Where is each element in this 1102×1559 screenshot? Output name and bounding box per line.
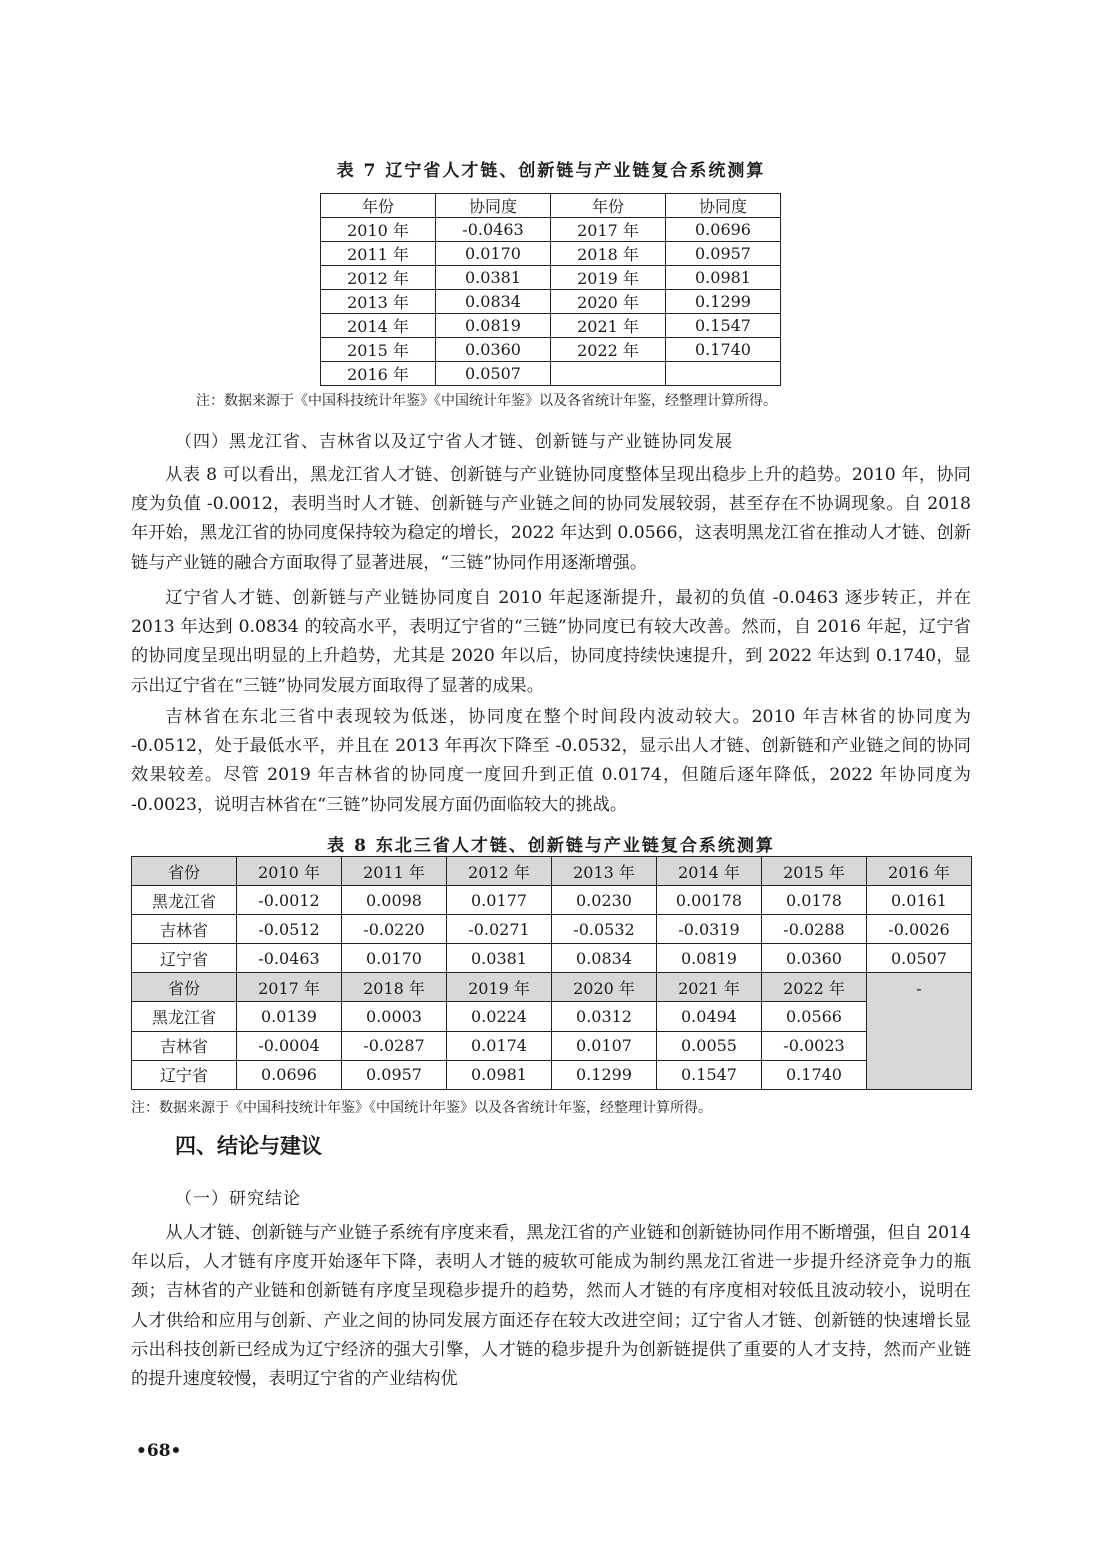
table-cell: 辽宁省 bbox=[132, 1060, 237, 1089]
table-header-cell: 2011 年 bbox=[342, 857, 447, 886]
page-number: •68• bbox=[136, 1441, 182, 1461]
table-row bbox=[321, 314, 781, 338]
table-cell bbox=[666, 362, 781, 386]
table-row bbox=[321, 218, 781, 242]
table-header-cell: 协同度 bbox=[436, 194, 551, 218]
table-header-cell: 2012 年 bbox=[447, 857, 552, 886]
table-header-cell: 2017 年 bbox=[237, 973, 342, 1002]
table-cell: 0.1740 bbox=[762, 1060, 867, 1089]
table-cell: 0.0360 bbox=[436, 338, 551, 362]
table-row bbox=[132, 1002, 972, 1031]
table7-caption: 表 7 辽宁省人才链、创新链与产业链复合系统测算 bbox=[336, 161, 766, 181]
table-cell: 0.0170 bbox=[436, 242, 551, 266]
table-header-cell: 2019 年 bbox=[447, 973, 552, 1002]
table-header-cell: 2021 年 bbox=[657, 973, 762, 1002]
table-cell: 2018 年 bbox=[551, 242, 666, 266]
table8-header-row bbox=[132, 973, 972, 1002]
table-cell: 2020 年 bbox=[551, 290, 666, 314]
table-cell: -0.0023 bbox=[762, 1031, 867, 1060]
table-header-cell: 年份 bbox=[321, 194, 436, 218]
table-header-cell: 2020 年 bbox=[552, 973, 657, 1002]
table-header-cell: 2014 年 bbox=[657, 857, 762, 886]
section-heading: （四）黑龙江省、吉林省以及辽宁省人才链、创新链与产业链协同发展 bbox=[175, 432, 733, 452]
table-cell: 0.0360 bbox=[762, 944, 867, 973]
table-header-cell: 2013 年 bbox=[552, 857, 657, 886]
table-cell: 0.0174 bbox=[447, 1031, 552, 1060]
table-cell: -0.0287 bbox=[342, 1031, 447, 1060]
table-row bbox=[132, 1060, 972, 1089]
table-cell: -0.0220 bbox=[342, 915, 447, 944]
table-cell: 2011 年 bbox=[321, 242, 436, 266]
table-cell: -0.0012 bbox=[237, 886, 342, 915]
table-cell: -0.0271 bbox=[447, 915, 552, 944]
table-cell bbox=[551, 362, 666, 386]
table-cell: 0.0003 bbox=[342, 1002, 447, 1031]
table-row bbox=[321, 266, 781, 290]
table-row bbox=[132, 1031, 972, 1060]
table-cell: 0.0381 bbox=[447, 944, 552, 973]
table-row bbox=[132, 915, 972, 944]
body-paragraph: 从表 8 可以看出，黑龙江省人才链、创新链与产业链协同度整体呈现出稳步上升的趋势。2010 年，协同度为负值 -0.0012，表明当时人才链、创新链与产业链之间的协同发展较弱，甚至存在不协调现象。自 2018 年开始，黑龙江省的协同度保持较为稳定的增长，2022 年达到 0.0566，这表明黑龙江省在推动人才链、创新链与产业链的融合方面取得了显著进展，“三链”协同作用逐渐增强。 bbox=[131, 465, 971, 573]
table7 bbox=[320, 193, 781, 386]
table-cell: 吉林省 bbox=[132, 915, 237, 944]
table-header-cell: 2022 年 bbox=[762, 973, 867, 1002]
table-cell: 0.0819 bbox=[436, 314, 551, 338]
table-row bbox=[321, 362, 781, 386]
table-row bbox=[321, 242, 781, 266]
table-cell: -0.0319 bbox=[657, 915, 762, 944]
table-header-cell: 省份 bbox=[132, 973, 237, 1002]
table8 bbox=[131, 856, 972, 1090]
table-row bbox=[132, 944, 972, 973]
table-cell: 0.0107 bbox=[552, 1031, 657, 1060]
table-cell: 0.0819 bbox=[657, 944, 762, 973]
table-cell: 0.0507 bbox=[436, 362, 551, 386]
table-cell: 2021 年 bbox=[551, 314, 666, 338]
table-header-cell: 年份 bbox=[551, 194, 666, 218]
table-cell: 0.0177 bbox=[447, 886, 552, 915]
table-cell: -0.0004 bbox=[237, 1031, 342, 1060]
body-paragraph: 吉林省在东北三省中表现较为低迷，协同度在整个时间段内波动较大。2010 年吉林省的协同度为 -0.0512，处于最低水平，并且在 2013 年再次下降至 -0.0532，显示出人才链、创新链和产业链之间的协同效果较差。尽管 2019 年吉林省的协同度一度回升到正值 0.0174，但随后逐年降低，2022 年协同度为 -0.0023，说明吉林省在“三链”协同发展方面仍面临较大的挑战。 bbox=[131, 707, 971, 815]
table-header-cell: 协同度 bbox=[666, 194, 781, 218]
table8-caption: 表 8 东北三省人才链、创新链与产业链复合系统测算 bbox=[327, 836, 775, 856]
table8-note: 注：数据来源于《中国科技统计年鉴》《中国统计年鉴》以及各省统计年鉴，经整理计算所得。 bbox=[131, 1100, 712, 1116]
table-row bbox=[321, 290, 781, 314]
table-cell: 黑龙江省 bbox=[132, 886, 237, 915]
table-cell: 0.0178 bbox=[762, 886, 867, 915]
table-cell: -0.0463 bbox=[436, 218, 551, 242]
chapter-heading: 四、结论与建议 bbox=[175, 1134, 322, 1158]
table-cell: -0.0463 bbox=[237, 944, 342, 973]
table-cell: 吉林省 bbox=[132, 1031, 237, 1060]
table-cell: 2022 年 bbox=[551, 338, 666, 362]
table-cell: 0.0834 bbox=[436, 290, 551, 314]
table-cell: -0.0288 bbox=[762, 915, 867, 944]
table-cell: 2019 年 bbox=[551, 266, 666, 290]
table-cell: 2015 年 bbox=[321, 338, 436, 362]
table-cell: 0.1299 bbox=[552, 1060, 657, 1089]
table-cell: -0.0532 bbox=[552, 915, 657, 944]
table-cell: 0.0098 bbox=[342, 886, 447, 915]
table-cell: 0.0224 bbox=[447, 1002, 552, 1031]
table-header-cell: 2010 年 bbox=[237, 857, 342, 886]
table7-note: 注：数据来源于《中国科技统计年鉴》《中国统计年鉴》以及各省统计年鉴，经整理计算所得。 bbox=[196, 393, 777, 409]
table-cell: 0.0381 bbox=[436, 266, 551, 290]
table-cell: 黑龙江省 bbox=[132, 1002, 237, 1031]
table-cell: 0.0696 bbox=[666, 218, 781, 242]
table-cell: 0.0494 bbox=[657, 1002, 762, 1031]
table-header-cell: 省份 bbox=[132, 857, 237, 886]
table-header-cell: 2015 年 bbox=[762, 857, 867, 886]
table-cell: 2017 年 bbox=[551, 218, 666, 242]
table-cell: 2013 年 bbox=[321, 290, 436, 314]
table-cell: 0.00178 bbox=[657, 886, 762, 915]
table-cell: 0.0312 bbox=[552, 1002, 657, 1031]
table-cell: 0.1299 bbox=[666, 290, 781, 314]
table-cell: 0.0161 bbox=[867, 886, 972, 915]
table-row bbox=[321, 338, 781, 362]
table-cell: 0.0696 bbox=[237, 1060, 342, 1089]
table-cell: 0.0957 bbox=[666, 242, 781, 266]
table-cell: 2012 年 bbox=[321, 266, 436, 290]
table8-header-row bbox=[132, 857, 972, 886]
table-cell: 0.1740 bbox=[666, 338, 781, 362]
table-cell: 0.0957 bbox=[342, 1060, 447, 1089]
table-cell: -0.0026 bbox=[867, 915, 972, 944]
table-cell: 2010 年 bbox=[321, 218, 436, 242]
table-cell: 0.0507 bbox=[867, 944, 972, 973]
table-cell: 0.0055 bbox=[657, 1031, 762, 1060]
table-cell: 0.0981 bbox=[666, 266, 781, 290]
body-paragraph: 从人才链、创新链与产业链子系统有序度来看，黑龙江省的产业链和创新链协同作用不断增强，但自 2014 年以后，人才链有序度开始逐年下降，表明人才链的疲软可能成为制约黑龙江省进一步提升经济竞争力的瓶颈；吉林省的产业链和创新链有序度呈现稳步提升的趋势，然而人才链的有序度相对较低且波动较小，说明在人才供给和应用与创新、产业之间的协同发展方面还存在较大改进空间；辽宁省人才链、创新链的快速增长显示出科技创新已经成为辽宁经济的强大引擎，人才链的稳步提升为创新链提供了重要的人才支持，然而产业链的提升速度较慢，表明辽宁省的产业结构优 bbox=[131, 1223, 971, 1390]
table-cell: -0.0512 bbox=[237, 915, 342, 944]
table-cell: 0.0981 bbox=[447, 1060, 552, 1089]
table7-header-row bbox=[321, 194, 781, 218]
table-cell: 0.0170 bbox=[342, 944, 447, 973]
table-cell: 0.0139 bbox=[237, 1002, 342, 1031]
subsection-heading: （一）研究结论 bbox=[175, 1189, 301, 1209]
table-cell: 辽宁省 bbox=[132, 944, 237, 973]
table-header-cell: 2018 年 bbox=[342, 973, 447, 1002]
table-cell: 2016 年 bbox=[321, 362, 436, 386]
table-cell: 0.1547 bbox=[657, 1060, 762, 1089]
body-paragraph: 辽宁省人才链、创新链与产业链协同度自 2010 年起逐渐提升，最初的负值 -0.0463 逐步转正，并在 2013 年达到 0.0834 的较高水平，表明辽宁省的“三链”协同度已有较大改善。然而，自 2016 年起，辽宁省的协同度呈现出明显的上升趋势，尤其是 2020 年以后，协同度持续快速提升，到 2022 年达到 0.1740，显示出辽宁省在“三链”协同发展方面取得了显著的成果。 bbox=[131, 588, 971, 696]
table-header-cell: 2016 年 bbox=[867, 857, 972, 886]
table-row bbox=[132, 886, 972, 915]
table-cell: 0.0230 bbox=[552, 886, 657, 915]
table-cell: 0.0834 bbox=[552, 944, 657, 973]
table-cell: 0.1547 bbox=[666, 314, 781, 338]
table-blank-cell: - bbox=[867, 973, 972, 1089]
table-cell: 2014 年 bbox=[321, 314, 436, 338]
table-cell: 0.0566 bbox=[762, 1002, 867, 1031]
